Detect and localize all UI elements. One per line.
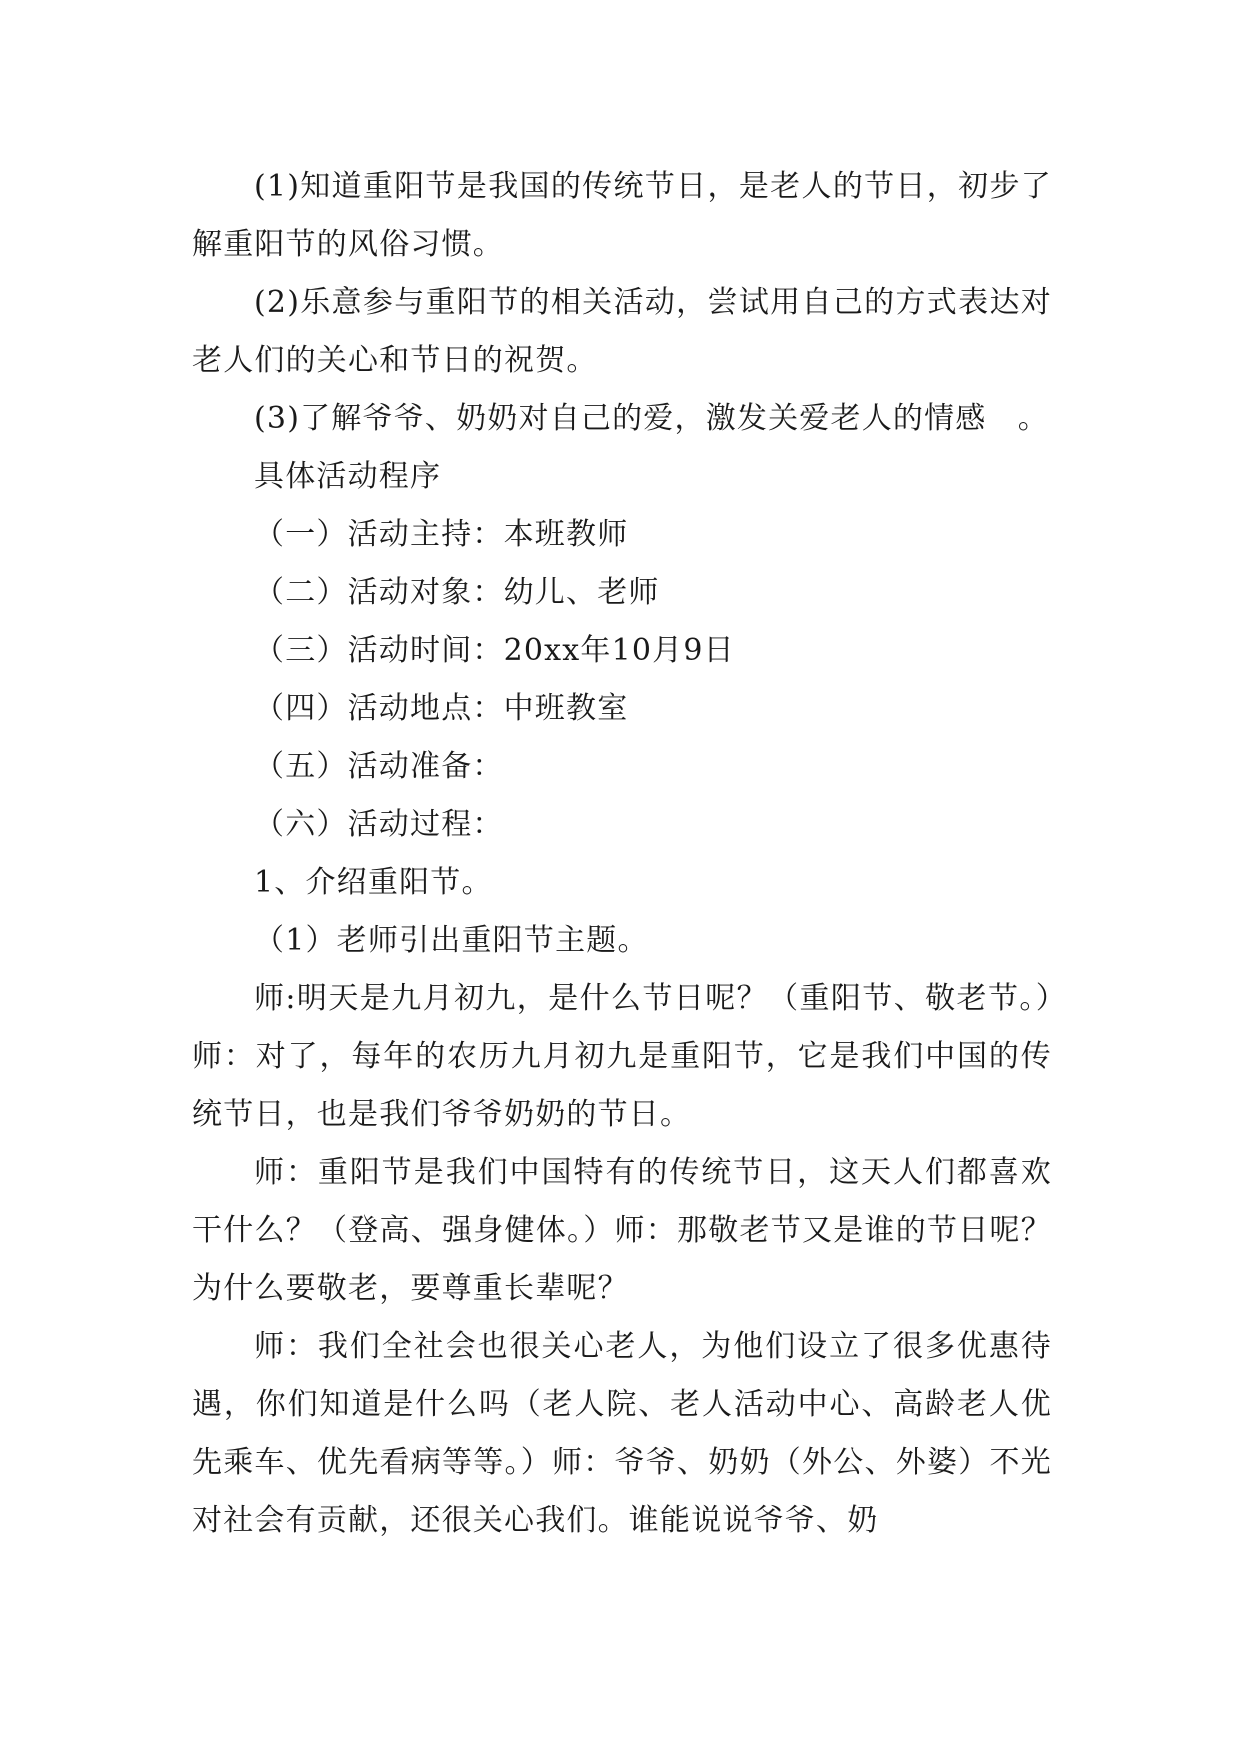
preparation-line: （五）活动准备： — [254, 749, 504, 784]
dialogue-paragraph-3: 师：我们全社会也很关心老人，为他们设立了很多优惠待遇，你们知道是什么吗（老人院、老人活动中心、高龄老人优先乘车、优先看病等等。）师：爷爷、奶奶（外公、外婆）不光对社会有贡献，还很关心我们。谁能说说爷爷、奶 — [192, 1329, 1052, 1538]
process-line: （六）活动过程： — [254, 807, 504, 842]
goal-1-paragraph: (1)知道重阳节是我国的传统节日，是老人的节日，初步了解重阳节的风俗习惯。 — [192, 169, 1052, 262]
audience-line: （二）活动对象：幼儿、老师 — [254, 575, 660, 610]
step-1-sub-1: （1）老师引出重阳节主题。 — [254, 923, 649, 958]
location-line: （四）活动地点：中班教室 — [254, 691, 629, 726]
time-line: （三）活动时间：20xx年10月9日 — [254, 633, 735, 668]
dialogue-paragraph-1: 师:明天是九月初九，是什么节日呢？（重阳节、敬老节。）师：对了，每年的农历九月初九是重阳节，它是我们中国的传统节日，也是我们爷爷奶奶的节日。 — [192, 981, 1052, 1132]
host-line: （一）活动主持：本班教师 — [254, 517, 629, 552]
dialogue-paragraph-2: 师：重阳节是我们中国特有的传统节日，这天人们都喜欢干什么？（登高、强身健体。）师：那敬老节又是谁的节日呢？为什么要敬老，要尊重长辈呢？ — [192, 1155, 1052, 1306]
procedure-heading: 具体活动程序 — [254, 459, 442, 494]
goal-3-paragraph: (3)了解爷爷、奶奶对自己的爱，激发关爱老人的情感 。 — [254, 401, 1049, 436]
goal-2-paragraph: (2)乐意参与重阳节的相关活动，尝试用自己的方式表达对老人们的关心和节日的祝贺。 — [192, 285, 1052, 378]
body-text — [192, 158, 1052, 1550]
step-1-heading: 1、介绍重阳节。 — [254, 865, 493, 900]
